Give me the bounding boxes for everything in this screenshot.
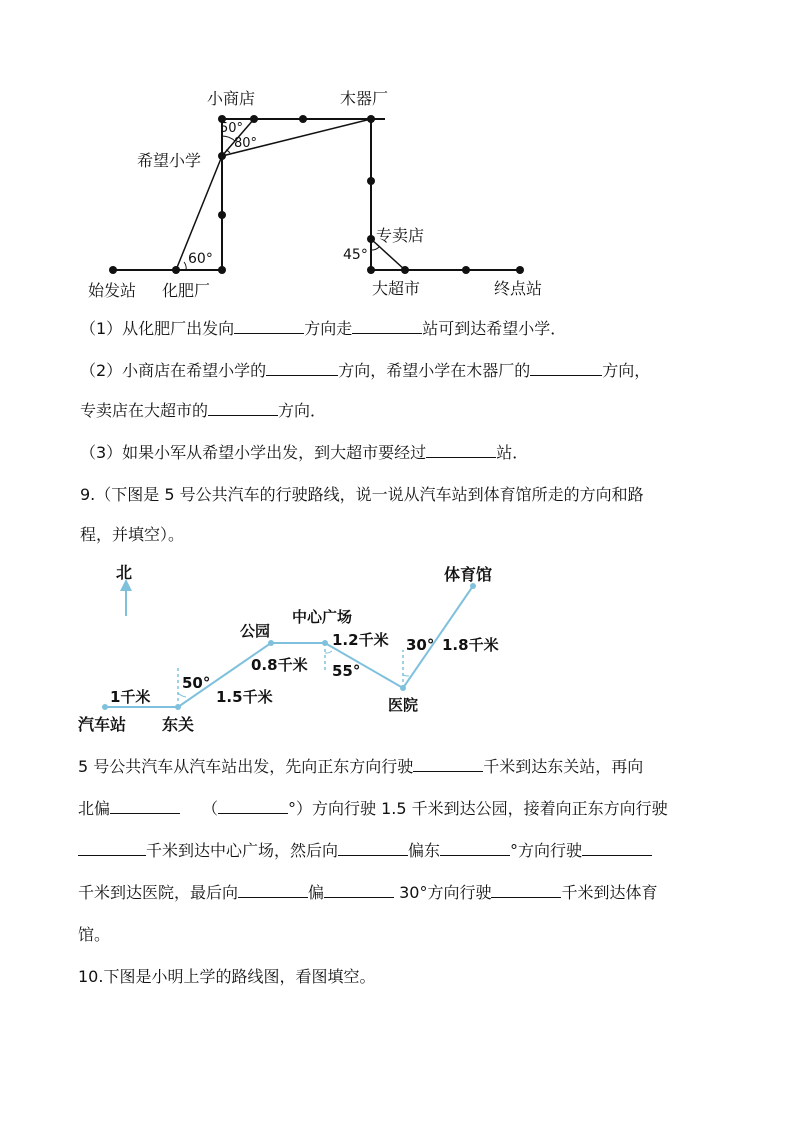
label-xi-wang-xiao-xue: 希望小学 [137,151,202,170]
question-2-line-1: （2）小商店在希望小学的 方向，希望小学在木器厂的 方向， [80,361,651,380]
label-qi-che-zhan: 汽车站 [78,715,127,734]
label-zhong-xin-guang-chang: 中心广场 [292,608,353,626]
fill9-line-3: 千米到达中心广场，然后向 偏东 °方向行驶 [78,838,652,861]
question-2-line-2: 专卖店在大超市的 方向． [80,401,327,420]
blank[interactable] [208,401,278,416]
blank[interactable] [440,841,510,856]
label-mu-qi-chang: 木器厂 [340,89,389,108]
blank[interactable] [413,757,483,772]
label-xiao-shang-dian: 小商店 [207,89,256,108]
label-zhuan-mai-dian: 专卖店 [376,226,425,245]
fill9-line-4: 千米到达医院，最后向 偏 30°方向行驶 千米到达体育 [78,883,658,902]
blank[interactable] [582,841,652,856]
angle-55: 55° [332,662,361,680]
fill9-line-2: 北偏 （ °）方向行驶 1.5 千米到达公园，接着向正东方向行驶 [78,799,668,818]
question-1: （1）从化肥厂出发向 方向走 站可到达希望小学． [80,319,567,338]
blank[interactable] [426,443,496,458]
blank[interactable] [324,883,394,898]
blank[interactable] [238,883,308,898]
label-zhong-dian-zhan: 终点站 [494,279,543,298]
blank[interactable] [234,319,304,334]
blank[interactable] [338,841,408,856]
blank[interactable] [352,319,422,334]
distance-0-8: 0.8千米 [251,656,308,674]
distance-1-8: 1.8千米 [442,636,499,654]
angle-50-map2: 50° [182,674,211,692]
question-10: 10.下图是小明上学的路线图，看图填空。 [78,967,376,986]
blank[interactable] [530,361,602,376]
label-shi-fa-zhan: 始发站 [88,281,137,300]
route-map-1 [0,0,794,300]
label-hua-fei-chang: 化肥厂 [162,281,211,300]
label-gong-yuan: 公园 [240,622,271,640]
label-da-chao-shi: 大超市 [372,279,421,298]
angle-45: 45° [343,247,368,263]
label-ti-yu-guan: 体育馆 [444,565,493,584]
angle-30: 30° [406,636,435,654]
blank[interactable] [266,361,338,376]
distance-1-2: 1.2千米 [332,631,389,649]
angle-80: 80° [234,136,258,151]
angle-60: 60° [188,251,213,267]
north-label: 北 [116,563,133,582]
distance-1-5: 1.5千米 [216,688,273,706]
question-9-line-1: 9.（下图是 5 号公共汽车的行驶路线，说一说从汽车站到体育馆所走的方向和路 [80,485,644,504]
label-yi-yuan: 医院 [388,696,419,714]
question-3: （3）如果小军从希望小学出发，到大超市要经过 站． [80,443,529,462]
fill9-line-5: 馆。 [78,925,111,944]
fill9-line-1: 5 号公共汽车从汽车站出发，先向正东方向行驶 千米到达东关站，再向 [78,757,644,776]
blank[interactable] [110,799,180,814]
label-dong-guan: 东关 [162,715,195,734]
blank[interactable] [78,841,146,856]
blank[interactable] [218,799,288,814]
angle-50: 50° [220,121,244,136]
blank[interactable] [491,883,561,898]
question-9-line-2: 程，并填空）。 [80,525,185,544]
distance-1: 1千米 [110,688,151,706]
